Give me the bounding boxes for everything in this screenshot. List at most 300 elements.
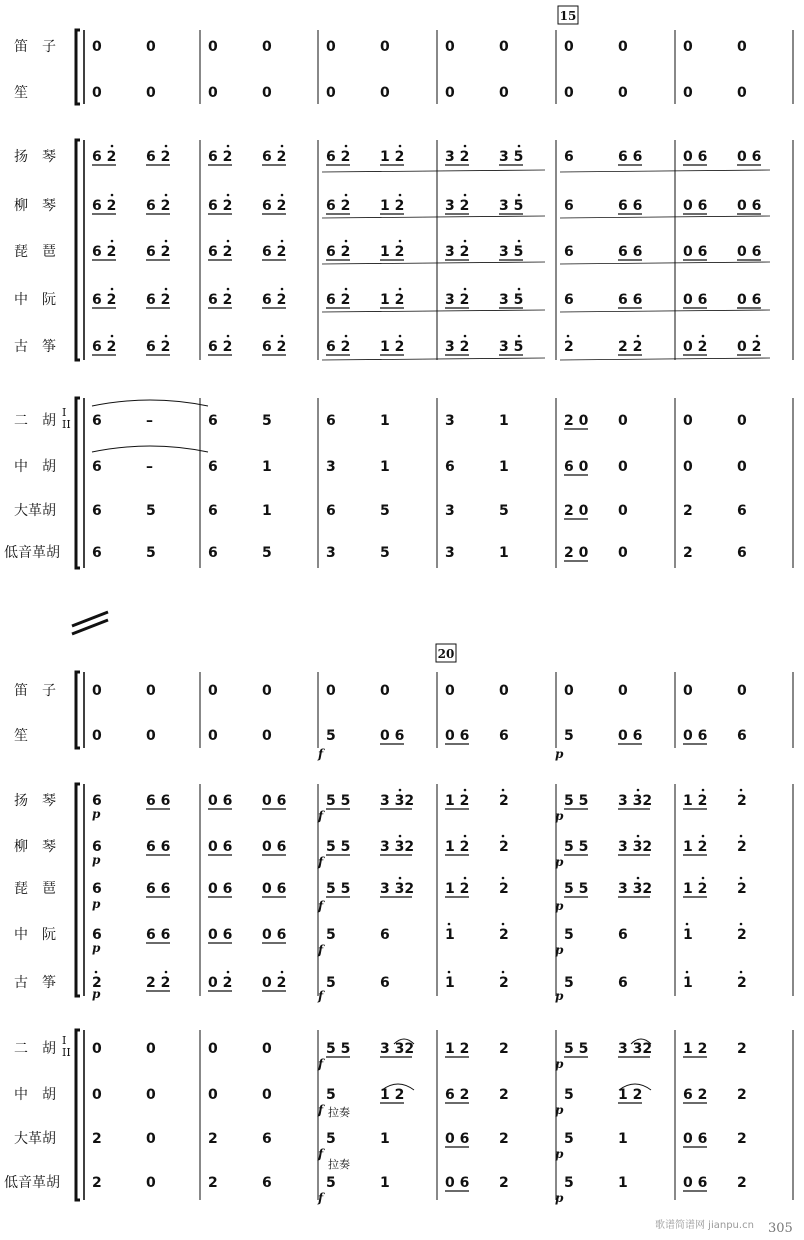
note: 3 2 xyxy=(445,149,470,165)
note: 2 xyxy=(737,839,747,855)
note: 1 2 xyxy=(618,1087,643,1103)
note: 0 6 xyxy=(737,244,762,260)
note: 2 xyxy=(737,927,747,943)
note: 6 xyxy=(737,728,747,744)
note: 0 6 xyxy=(262,793,287,809)
octave-dot xyxy=(281,335,284,338)
note: 5 5 xyxy=(326,793,351,809)
dynamic-piano: p xyxy=(555,899,564,913)
octave-dot xyxy=(227,335,230,338)
dynamic-forte: f xyxy=(318,809,324,823)
note: 2 xyxy=(737,1087,747,1103)
note: 0 xyxy=(499,39,509,55)
note: 2 xyxy=(564,339,574,355)
note: 5 xyxy=(262,413,272,429)
note: 1 xyxy=(499,545,509,561)
note: 5 xyxy=(326,975,336,991)
note: 0 xyxy=(618,39,628,55)
note: 2 0 xyxy=(564,413,589,429)
note: 6 xyxy=(737,545,747,561)
octave-dot xyxy=(345,335,348,338)
note: 2 xyxy=(737,1175,747,1191)
octave-dot xyxy=(740,835,743,838)
note: 0 xyxy=(737,459,747,475)
octave-dot xyxy=(518,335,521,338)
dynamic-forte: f xyxy=(318,1191,324,1205)
hairpin-line xyxy=(560,358,770,360)
dynamic-piano: p xyxy=(555,809,564,823)
instrument-name: 笛 子 xyxy=(14,683,56,699)
hairpin-line xyxy=(560,310,770,312)
octave-dot xyxy=(502,877,505,880)
note: 0 6 xyxy=(208,839,233,855)
note: 2 xyxy=(737,793,747,809)
octave-dot xyxy=(518,145,521,148)
note: 5 xyxy=(564,1131,574,1147)
note: 0 xyxy=(683,683,693,699)
octave-dot xyxy=(227,971,230,974)
note: 6 xyxy=(380,927,390,943)
octave-dot xyxy=(165,145,168,148)
instrument-name: 中 阮 xyxy=(14,292,56,308)
note: 0 xyxy=(737,39,747,55)
octave-dot xyxy=(165,288,168,291)
note: 6 xyxy=(92,793,102,809)
note: 1 xyxy=(618,1131,628,1147)
dynamic-forte: f xyxy=(318,943,324,957)
note: 0 xyxy=(208,728,218,744)
note: 5 xyxy=(146,503,156,519)
note: 0 xyxy=(146,1131,156,1147)
instrument-name: 笛 子 xyxy=(14,39,56,55)
dynamic-piano: p xyxy=(555,855,564,869)
note: 2 xyxy=(737,1131,747,1147)
note: 2 2 xyxy=(618,339,643,355)
instrument-name: 扬 琴 xyxy=(14,793,56,809)
note: 0 xyxy=(499,85,509,101)
note: 6 2 xyxy=(146,292,171,308)
note: 2 xyxy=(499,1175,509,1191)
note: 6 2 xyxy=(146,149,171,165)
note: 6 6 xyxy=(146,927,171,943)
note: 6 xyxy=(262,1175,272,1191)
note: 1 xyxy=(618,1175,628,1191)
note: 3 32 xyxy=(618,793,653,809)
note: 6 2 xyxy=(262,244,287,260)
technique-label: 拉奏 xyxy=(328,1158,350,1171)
note: 1 2 xyxy=(445,793,470,809)
hairpin-line xyxy=(560,216,770,218)
instrument-name: 大革胡 xyxy=(14,1131,56,1147)
note: 1 2 xyxy=(445,881,470,897)
octave-dot xyxy=(111,194,114,197)
note: 0 xyxy=(92,683,102,699)
note: 3 5 xyxy=(499,149,524,165)
note: 3 2 xyxy=(445,339,470,355)
note: 0 xyxy=(618,503,628,519)
group-bracket xyxy=(76,1030,80,1200)
score-system xyxy=(4,644,793,1200)
note: 0 6 xyxy=(208,927,233,943)
instrument-name: 古 筝 xyxy=(14,975,56,991)
dynamic-piano: p xyxy=(555,747,564,761)
note: 1 2 xyxy=(683,881,708,897)
group-bracket xyxy=(76,398,80,568)
note: 3 5 xyxy=(499,292,524,308)
note: 5 xyxy=(326,1131,336,1147)
note: 0 6 xyxy=(618,728,643,744)
octave-dot xyxy=(502,971,505,974)
dynamic-piano: p xyxy=(92,897,101,911)
octave-dot xyxy=(464,194,467,197)
note: 0 xyxy=(683,413,693,429)
octave-dot xyxy=(637,335,640,338)
octave-dot xyxy=(502,835,505,838)
octave-dot xyxy=(281,971,284,974)
note: 6 6 xyxy=(618,198,643,214)
hairpin-line xyxy=(322,216,545,218)
note: 6 xyxy=(92,413,102,429)
page-number: 305 xyxy=(768,1221,793,1236)
octave-dot xyxy=(686,923,689,926)
part-mark: I xyxy=(62,1034,67,1047)
note: 6 2 xyxy=(208,292,233,308)
note: 6 2 xyxy=(262,292,287,308)
note: 1 2 xyxy=(380,339,405,355)
note: 5 xyxy=(380,503,390,519)
instrument-name: 笙 xyxy=(14,85,28,101)
dynamic-forte: f xyxy=(318,989,324,1003)
octave-dot xyxy=(111,240,114,243)
note: 1 xyxy=(380,1175,390,1191)
octave-dot xyxy=(464,240,467,243)
technique-label: 拉奏 xyxy=(328,1106,350,1119)
octave-dot xyxy=(502,789,505,792)
octave-dot xyxy=(281,194,284,197)
note: 2 0 xyxy=(564,503,589,519)
note: 1 xyxy=(683,927,693,943)
note: 3 32 xyxy=(618,1041,653,1057)
note: 6 xyxy=(208,545,218,561)
note: 6 2 xyxy=(92,339,117,355)
octave-dot xyxy=(165,194,168,197)
dynamic-forte: f xyxy=(318,1103,324,1117)
note: 0 xyxy=(380,683,390,699)
octave-dot xyxy=(111,288,114,291)
octave-dot xyxy=(518,288,521,291)
note: 0 6 xyxy=(683,292,708,308)
note: 1 xyxy=(380,413,390,429)
note: 6 xyxy=(618,927,628,943)
note: 0 xyxy=(262,85,272,101)
octave-dot xyxy=(399,789,402,792)
note: 1 xyxy=(445,975,455,991)
octave-dot xyxy=(345,194,348,197)
dynamic-piano: p xyxy=(555,989,564,1003)
note: 0 xyxy=(146,85,156,101)
note: 5 xyxy=(564,1087,574,1103)
group-bracket xyxy=(76,30,80,104)
octave-dot xyxy=(448,971,451,974)
octave-dot xyxy=(281,145,284,148)
note: 6 6 xyxy=(618,292,643,308)
dynamic-piano: p xyxy=(555,1057,564,1071)
part-mark: I xyxy=(62,406,67,419)
note: 0 xyxy=(618,459,628,475)
group-bracket xyxy=(76,672,80,748)
octave-dot xyxy=(399,240,402,243)
octave-dot xyxy=(702,835,705,838)
octave-dot xyxy=(464,335,467,338)
note: 0 xyxy=(445,39,455,55)
watermark: 歌谱简谱网 jianpu.cn xyxy=(655,1220,754,1231)
octave-dot xyxy=(637,789,640,792)
note: 0 xyxy=(92,85,102,101)
note: 3 xyxy=(326,545,336,561)
note: 6 2 xyxy=(445,1087,470,1103)
note: 6 xyxy=(618,975,628,991)
note: 1 2 xyxy=(683,839,708,855)
tie-slur xyxy=(92,446,208,452)
note: 6 2 xyxy=(262,149,287,165)
note: 5 xyxy=(326,1175,336,1191)
note: 5 xyxy=(564,728,574,744)
note: 0 xyxy=(618,413,628,429)
octave-dot xyxy=(518,240,521,243)
octave-dot xyxy=(740,923,743,926)
note: 3 2 xyxy=(445,244,470,260)
octave-dot xyxy=(399,877,402,880)
note: 0 xyxy=(146,728,156,744)
note: 0 6 xyxy=(262,881,287,897)
octave-dot xyxy=(165,240,168,243)
dynamic-forte: f xyxy=(318,747,324,761)
hairpin-line xyxy=(322,262,545,264)
note: 6 2 xyxy=(146,198,171,214)
note: 0 xyxy=(146,1041,156,1057)
note: 0 xyxy=(737,683,747,699)
note: 2 xyxy=(92,1175,102,1191)
note: 6 2 xyxy=(92,198,117,214)
note: 0 xyxy=(618,683,628,699)
instrument-name: 琵 琶 xyxy=(14,244,56,260)
note: 0 xyxy=(445,683,455,699)
note: 3 2 xyxy=(445,292,470,308)
note: 2 xyxy=(499,975,509,991)
note: 0 xyxy=(92,728,102,744)
note: 0 xyxy=(208,1087,218,1103)
note: 6 xyxy=(564,292,574,308)
note: 6 6 xyxy=(618,244,643,260)
octave-dot xyxy=(567,335,570,338)
hairpin-line xyxy=(322,170,545,172)
note: 3 32 xyxy=(380,881,415,897)
note: 2 xyxy=(208,1131,218,1147)
note: 0 xyxy=(92,1041,102,1057)
note: 0 6 xyxy=(737,292,762,308)
note: 0 6 xyxy=(262,927,287,943)
octave-dot xyxy=(740,971,743,974)
hairpin-line xyxy=(560,262,770,264)
note: 0 xyxy=(262,1041,272,1057)
note: 0 xyxy=(326,39,336,55)
note: 6 0 xyxy=(564,459,589,475)
part-mark: II xyxy=(62,418,71,431)
note: 0 xyxy=(208,683,218,699)
note: 6 2 xyxy=(208,149,233,165)
note: 1 2 xyxy=(380,244,405,260)
note: 0 xyxy=(208,1041,218,1057)
octave-dot xyxy=(702,789,705,792)
note: 3 2 xyxy=(445,198,470,214)
octave-dot xyxy=(448,923,451,926)
note: 6 2 xyxy=(208,198,233,214)
dynamic-piano: p xyxy=(555,1191,564,1205)
note: 0 xyxy=(737,85,747,101)
note: 0 xyxy=(326,85,336,101)
note: 6 2 xyxy=(208,339,233,355)
note: 2 xyxy=(92,975,102,991)
octave-dot xyxy=(702,335,705,338)
note: 5 5 xyxy=(564,1041,589,1057)
note: 6 2 xyxy=(146,339,171,355)
note: 1 2 xyxy=(380,292,405,308)
note: 6 xyxy=(445,459,455,475)
note: 5 xyxy=(564,975,574,991)
note: 1 xyxy=(380,459,390,475)
note: 1 2 xyxy=(380,1087,405,1103)
octave-dot xyxy=(399,145,402,148)
note: 6 xyxy=(92,839,102,855)
octave-dot xyxy=(399,335,402,338)
note: 0 xyxy=(208,39,218,55)
note: 0 xyxy=(380,39,390,55)
octave-dot xyxy=(502,923,505,926)
octave-dot xyxy=(111,335,114,338)
dynamic-piano: p xyxy=(92,987,101,1001)
instrument-name: 中 胡 xyxy=(14,459,56,475)
note: 0 xyxy=(564,85,574,101)
system-separator xyxy=(72,620,108,634)
note: 3 32 xyxy=(380,1041,415,1057)
note: 6 xyxy=(92,459,102,475)
instrument-name: 古 筝 xyxy=(14,339,56,355)
octave-dot xyxy=(740,877,743,880)
note: 5 5 xyxy=(326,1041,351,1057)
score-system xyxy=(4,6,793,568)
note: 5 5 xyxy=(564,839,589,855)
octave-dot xyxy=(518,194,521,197)
dynamic-forte: f xyxy=(318,855,324,869)
note: 0 2 xyxy=(262,975,287,991)
note: 2 xyxy=(499,793,509,809)
note: 0 xyxy=(208,85,218,101)
note: 0 6 xyxy=(683,1175,708,1191)
note: 6 6 xyxy=(146,839,171,855)
instrument-name: 扬 琴 xyxy=(14,149,56,165)
note: 5 5 xyxy=(564,881,589,897)
octave-dot xyxy=(756,335,759,338)
note: 0 xyxy=(262,1087,272,1103)
note: 6 xyxy=(208,459,218,475)
note: 0 2 xyxy=(737,339,762,355)
note: 1 2 xyxy=(683,793,708,809)
note: 0 6 xyxy=(445,1131,470,1147)
note: 0 xyxy=(146,1175,156,1191)
instrument-name: 二 胡 xyxy=(14,413,56,429)
note: 3 xyxy=(445,503,455,519)
instrument-name: 中 阮 xyxy=(14,927,56,943)
octave-dot xyxy=(464,789,467,792)
octave-dot xyxy=(702,877,705,880)
dynamic-forte: f xyxy=(318,1147,324,1161)
note: 6 xyxy=(92,881,102,897)
note: 6 2 xyxy=(92,149,117,165)
note: 3 32 xyxy=(380,793,415,809)
note: 6 xyxy=(208,503,218,519)
note: 1 2 xyxy=(445,839,470,855)
tie-slur xyxy=(92,400,208,406)
note: 6 xyxy=(92,503,102,519)
dynamic-forte: f xyxy=(318,899,324,913)
octave-dot xyxy=(345,145,348,148)
dynamic-piano: p xyxy=(555,1103,564,1117)
instrument-name: 中 胡 xyxy=(14,1087,56,1103)
octave-dot xyxy=(464,145,467,148)
note: 5 xyxy=(380,545,390,561)
note: – xyxy=(146,459,153,475)
note: 2 xyxy=(499,881,509,897)
note: 3 xyxy=(326,459,336,475)
note: 1 2 xyxy=(380,149,405,165)
note: 2 xyxy=(499,1087,509,1103)
note: 0 xyxy=(618,85,628,101)
note: 0 xyxy=(683,85,693,101)
note: 0 6 xyxy=(208,881,233,897)
note: 0 6 xyxy=(683,149,708,165)
instrument-name: 柳 琴 xyxy=(14,839,56,855)
note: 2 xyxy=(737,1041,747,1057)
note: 5 xyxy=(146,545,156,561)
note: 2 xyxy=(92,1131,102,1147)
note: 0 6 xyxy=(445,728,470,744)
note: 0 xyxy=(326,683,336,699)
note: 2 xyxy=(499,1041,509,1057)
note: 3 xyxy=(445,413,455,429)
octave-dot xyxy=(464,288,467,291)
note: 0 xyxy=(146,683,156,699)
note: 1 2 xyxy=(380,198,405,214)
note: 0 xyxy=(380,85,390,101)
octave-dot xyxy=(111,145,114,148)
note: 1 2 xyxy=(445,1041,470,1057)
note: 6 2 xyxy=(92,292,117,308)
note: 0 xyxy=(146,39,156,55)
note: 2 xyxy=(737,881,747,897)
octave-dot xyxy=(165,971,168,974)
instrument-name: 低音革胡 xyxy=(4,545,60,561)
instrument-name: 低音革胡 xyxy=(4,1175,60,1191)
note: 1 xyxy=(499,459,509,475)
dynamic-piano: p xyxy=(555,943,564,957)
dynamic-piano: p xyxy=(92,941,101,955)
note: 6 xyxy=(737,503,747,519)
hairpin-line xyxy=(560,170,770,172)
note: 0 xyxy=(262,683,272,699)
rehearsal-mark: 20 xyxy=(437,647,455,661)
note: 5 5 xyxy=(326,839,351,855)
note: 1 xyxy=(499,413,509,429)
